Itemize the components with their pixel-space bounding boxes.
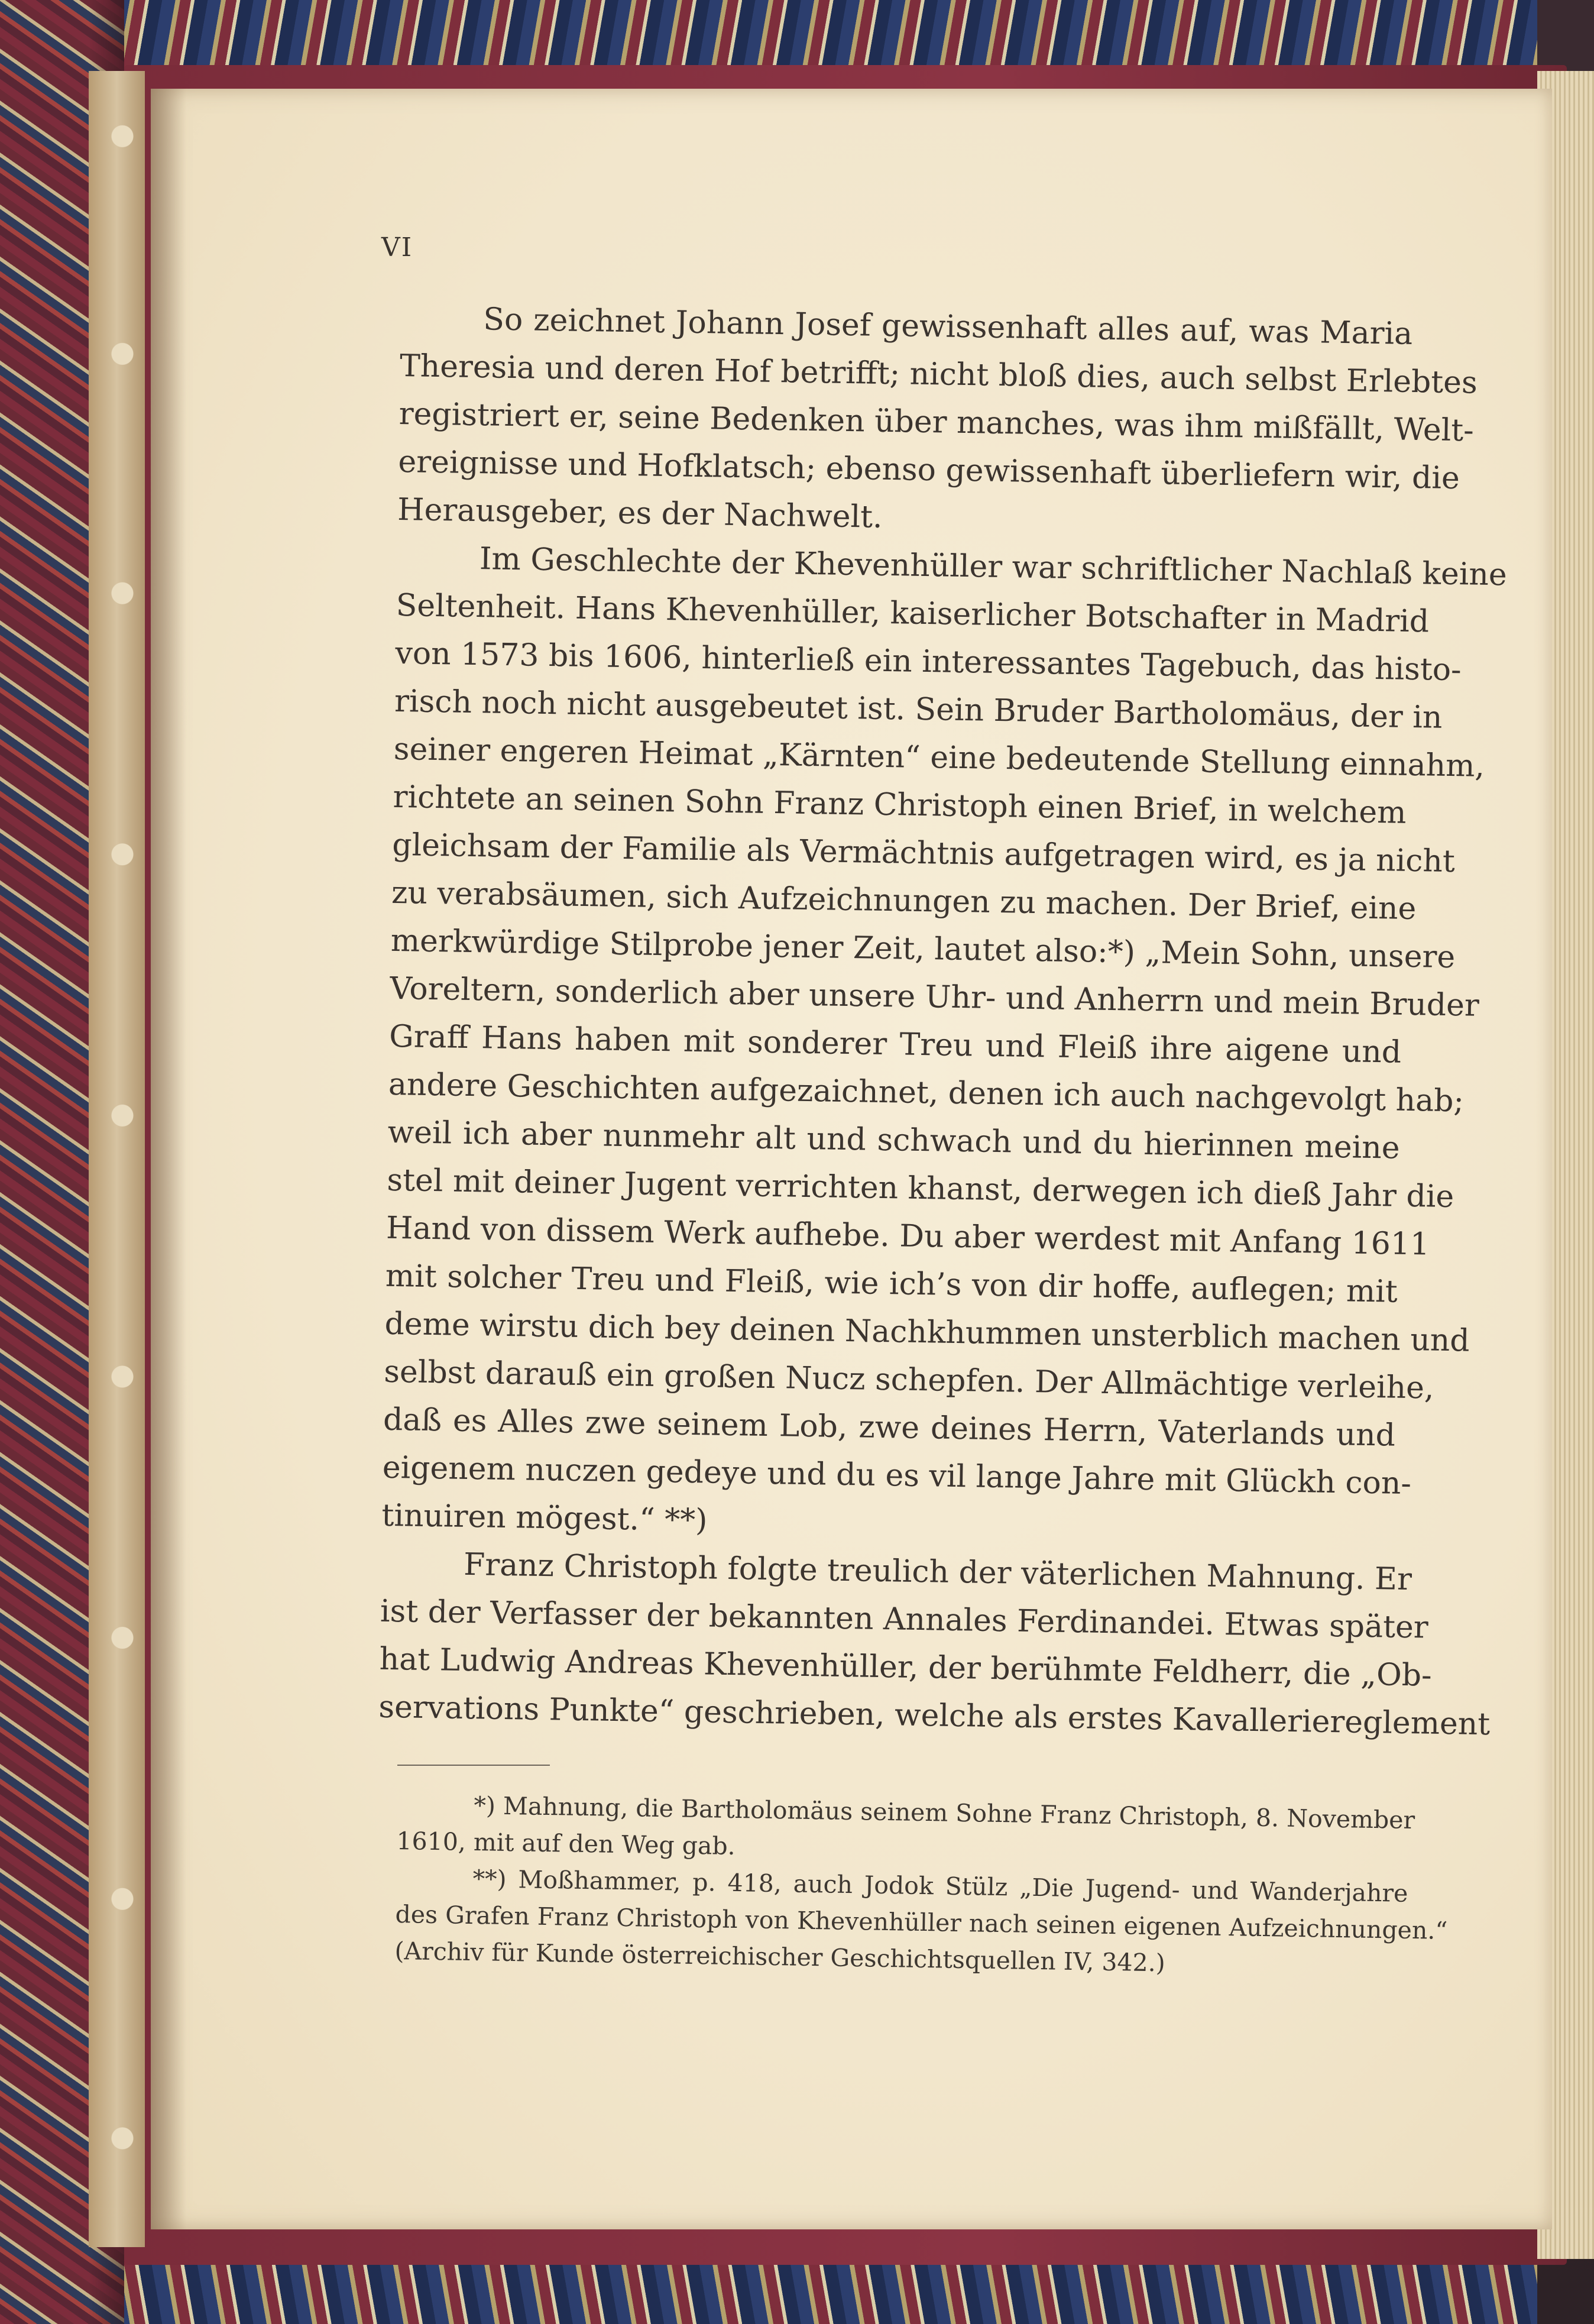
gutter-shadow xyxy=(151,89,186,2229)
text-line: servations Punkte“ geschrieben, welche als erstes Kavalleriereglement xyxy=(378,1689,1491,1743)
text-line: Herausgeber, es der Nachwelt. xyxy=(397,491,883,535)
text-line: Franz Christoph folgte treulich der väterlichen Mahnung. Er xyxy=(463,1546,1412,1598)
text-line: seiner engeren Heimat „Kärnten“ eine bedeutende Stellung einnahm, xyxy=(393,731,1485,784)
binding-strip xyxy=(89,71,145,2247)
text-line: deme wirstu dich bey deinen Nachkhummen unsterblich machen und xyxy=(384,1306,1470,1359)
text-line: tinuiren mögest.“ **) xyxy=(381,1497,708,1539)
text-line: registriert er, seine Bedenken über manches, was ihm mißfällt, Welt- xyxy=(398,396,1475,449)
page-number: VI xyxy=(381,232,413,263)
text-line: eigenem nuczen gedeye und du es vil lange Jahre mit Glückh con- xyxy=(382,1449,1412,1502)
text-line: Im Geschlechte der Khevenhüller war schriftlicher Nachlaß keine xyxy=(479,541,1508,593)
text-line: zu verabsäumen, sich Aufzeichnungen zu machen. Der Brief, eine xyxy=(391,875,1417,927)
text-line: ereignisse und Hofklatsch; ebenso gewissenhaft überliefern wir, die xyxy=(398,444,1460,497)
text-line: Theresia und deren Hof betrifft; nicht bloß dies, auch selbst Erlebtes xyxy=(399,348,1478,401)
text-line: stel mit deiner Jugent verrichten khanst, derwegen ich dieß Jahr die xyxy=(386,1162,1454,1215)
footnote-line: des Grafen Franz Christoph von Khevenhüller nach seinen eigenen Aufzeichnungen.“ xyxy=(395,1899,1448,1945)
text-line: andere Geschichten aufgezaichnet, denen ich auch nachgevolgt hab; xyxy=(388,1066,1465,1119)
footnote-line: (Archiv für Kunde österreichischer Geschichtsquellen IV, 342.) xyxy=(394,1936,1166,1977)
text-line: von 1573 bis 1606, hinterließ ein interessantes Tagebuch, das histo- xyxy=(394,635,1462,688)
footnote-rule xyxy=(397,1765,550,1766)
text-line: Graff Hans haben mit sonderer Treu und Fleiß ihre aigene und xyxy=(388,1018,1402,1070)
text-line: gleichsam der Familie als Vermächtnis aufgetragen wird, es ja nicht xyxy=(391,827,1456,880)
text-line: merkwürdige Stilprobe jener Zeit, lautet also:*) „Mein Sohn, unsere xyxy=(390,923,1456,976)
footnote-line: *) Mahnung, die Bartholomäus seinem Sohne Franz Christoph, 8. November xyxy=(474,1791,1415,1835)
text-line: So zeichnet Johann Josef gewissenhaft alles auf, was Maria xyxy=(482,302,1413,352)
text-line: richtete an seinen Sohn Franz Christoph einen Brief, in welchem xyxy=(393,779,1407,831)
text-line: Hand von dissem Werk aufhebe. Du aber werdest mit Anfang 1611 xyxy=(385,1210,1430,1263)
main-text xyxy=(378,294,1508,1747)
footnote-line: 1610, mit auf den Weg gab. xyxy=(396,1826,736,1860)
text-line: mit solcher Treu und Fleiß, wie ich’s von dir hoffe, auflegen; mit xyxy=(385,1258,1398,1310)
text-line: Voreltern, sonderlich aber unsere Uhr- und Anherrn und mein Bruder xyxy=(390,970,1480,1024)
footnote-line: **) Moßhammer, p. 418, auch Jodok Stülz „Die Jugend- und Wanderjahre xyxy=(472,1865,1408,1908)
text-line: selbst darauß ein großen Nucz schepfen. Der Allmächtige verleihe, xyxy=(383,1354,1434,1406)
text-line: Seltenheit. Hans Khevenhüller, kaiserlicher Botschafter in Madrid xyxy=(396,587,1430,640)
text-line: daß es Alles zwe seinem Lob, zwe deines Herrn, Vaterlands und xyxy=(383,1401,1396,1454)
text-line: hat Ludwig Andreas Khevenhüller, der berühmte Feldherr, die „Ob- xyxy=(379,1641,1433,1694)
footnotes xyxy=(394,1786,1448,1985)
text-line: ist der Verfasser der bekannten Annales Ferdinandei. Etwas später xyxy=(380,1593,1429,1646)
text-line: risch noch nicht ausgebeutet ist. Sein Bruder Bartholomäus, der in xyxy=(394,683,1443,736)
text-line: weil ich aber nunmehr alt und schwach und du hierinnen meine xyxy=(387,1114,1401,1166)
